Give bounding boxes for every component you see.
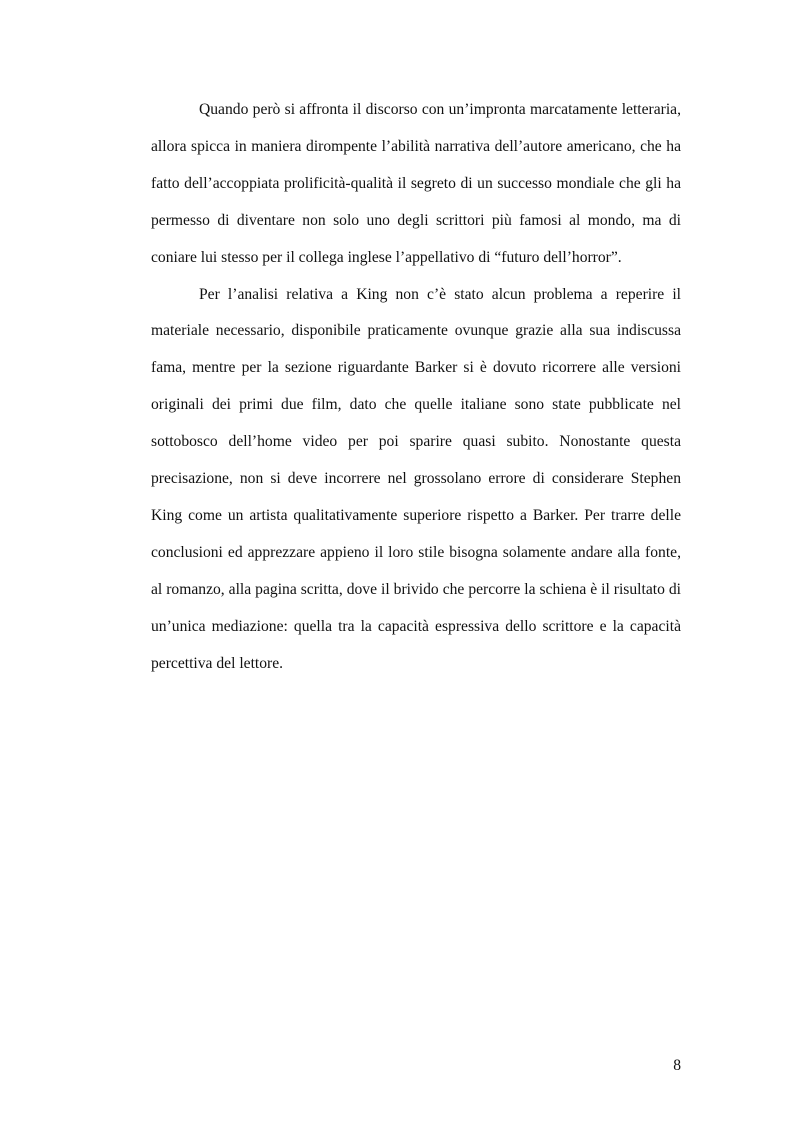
body-text <box>151 92 681 683</box>
paragraph-1: Quando però si affronta il discorso con un’impronta marcatamente letteraria, allora spicca in maniera dirompente l’abilità narrativa dell’autore americano, che ha fatto dell’accoppiata prolificità-qualità il segreto di un successo mondiale che gli ha permesso di diventare non solo uno degli scrittori più famosi al mondo, ma di coniare lui stesso per il collega inglese l’appellativo di “futuro dell’horror”. <box>151 101 681 266</box>
paragraph-2: Per l’analisi relativa a King non c’è stato alcun problema a reperire il materiale necessario, disponibile praticamente ovunque grazie alla sua indiscussa fama, mentre per la sezione riguardante Barker si è dovuto ricorrere alle versioni originali dei primi due film, dato che quelle italiane sono state pubblicate nel sottobosco dell’home video per poi sparire quasi subito. Nonostante questa precisazione, non si deve incorrere nel grossolano errore di considerare Stephen King come un artista qualitativamente superiore rispetto a Barker. Per trarre delle conclusioni ed apprezzare appieno il loro stile bisogna solamente andare alla fonte, al romanzo, alla pagina scritta, dove il brivido che percorre la schiena è il risultato di un’unica mediazione: quella tra la capacità espressiva dello scrittore e la capacità percettiva del lettore. <box>151 285 681 672</box>
page-number: 8 <box>673 1057 681 1074</box>
